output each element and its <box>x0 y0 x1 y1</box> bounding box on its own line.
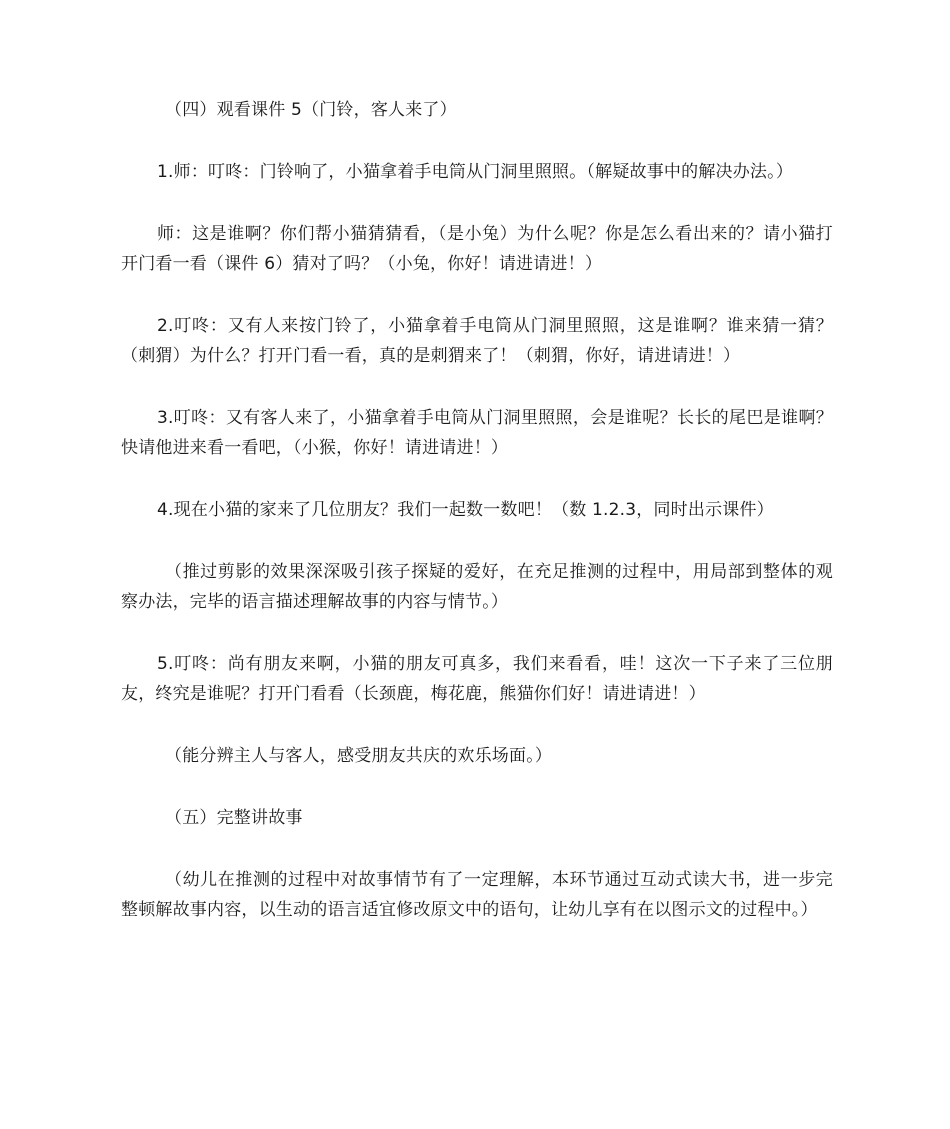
teacher-question-paragraph: 师：这是谁啊？你们帮小猫猜猜看，（是小兔）为什么呢？你是怎么看出来的？请小猫打开门看一看（课件 6）猜对了吗？（小兔，你好！请进请进！） <box>121 224 833 274</box>
note-paragraph-host-guest: （能分辨主人与客人，感受朋友共庆的欢乐场面。） <box>165 746 553 766</box>
note-paragraph-big-book: （幼儿在推测的过程中对故事情节有了一定理解，本环节通过互动式读大书，进一步完整顿解故事内容，以生动的语言适宜修改原文中的语句，让幼儿享有在以图示文的过程中。） <box>121 870 833 920</box>
step-1-paragraph: 1.师：叮咚：门铃响了，小猫拿着手电筒从门洞里照照。（解疑故事中的解决办法。） <box>157 162 794 182</box>
step-4-paragraph: 4.现在小猫的家来了几位朋友？我们一起数一数吧！（数 1.2.3，同时出示课件） <box>157 500 774 520</box>
document-body <box>121 95 833 957</box>
step-3-paragraph: 3.叮咚：又有客人来了，小猫拿着手电筒从门洞里照照，会是谁呢？长长的尾巴是谁啊？快请他进来看一看吧，（小猴，你好！请进请进！） <box>121 408 833 458</box>
section-heading-watch-courseware-5: （四）观看课件 5（门铃，客人来了） <box>165 100 457 120</box>
step-2-paragraph: 2.叮咚：又有人来按门铃了，小猫拿着手电筒从门洞里照照，这是谁啊？谁来猜一猜？（刺猬）为什么？打开门看一看，真的是刺猬来了！（刺猬，你好，请进请进！） <box>121 316 833 366</box>
step-5-paragraph: 5.叮咚：尚有朋友来啊，小猫的朋友可真多，我们来看看，哇！这次一下子来了三位朋友，终究是谁呢？打开门看看（长颈鹿，梅花鹿，熊猫你们好！请进请进！） <box>121 654 833 704</box>
section-heading-complete-story: （五）完整讲故事 <box>165 808 303 828</box>
note-paragraph-silhouette: （推过剪影的效果深深吸引孩子探疑的爱好，在充足推测的过程中，用局部到整体的观察办法，完毕的语言描述理解故事的内容与情节。） <box>121 562 833 612</box>
